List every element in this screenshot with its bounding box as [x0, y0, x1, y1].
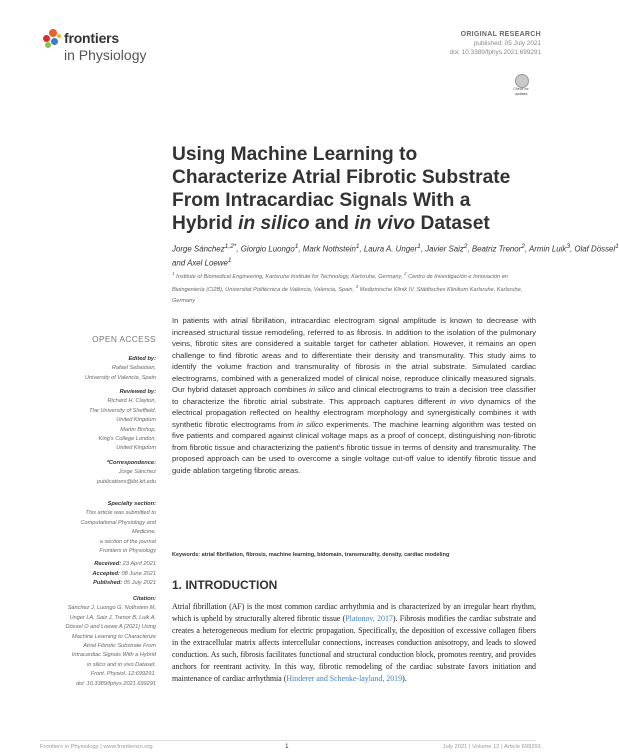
citation-line: Machine Learning to Characterize: [72, 633, 156, 640]
doi-link[interactable]: doi: 10.3389/fphys.2021.699291: [449, 49, 541, 56]
author-separator: ,: [420, 244, 426, 254]
dates-block: [40, 560, 156, 589]
affiliations: $^1$ Institute of Biomedical Engineering, Karlsruhe Institute for Technology, Karlsruhe, Germany, $^2$ Centro de Investigación e Innovación en Bioingeniería (Ci2B), Universitat Politècnica de València, Valencia, Spain, $^3$ Medizinische Klinik IV, Städtisches Klinikum Karlsruhe, Karlsruhe, Germany: [172, 271, 523, 304]
author-affiliation-marker: 1,2*: [224, 243, 237, 250]
author-name[interactable]: Beatriz Trenor: [471, 244, 522, 254]
author-affiliation-marker: 1: [417, 243, 421, 250]
introduction-paragraph: Atrial fibrillation (AF) is the most common cardiac arrhythmia and is characterized by an irregular heart rhythm, which is upheld by structurally altered fibrotic tissue (Platonov, 2017). Fibrosis modifies the cardiac substrate and creates a heterogeneous medium for electric propagation. Specifically, the deposition of excessive collagen fibers in the extracellular matrix affects intercellular connections, increases conduction anisotropy, and leads to slowed conduction. As such, fibrosis facilitates functional and structural conduction block, promotes reentry, and provides anchors for reentrant activity. In this way, fibrotic remodeling of the cardiac substrate favors initiation and maintenance of cardiac arrhythmia (Hinderer and Schenke-layland, 2019).: [172, 602, 536, 683]
reviewers-block: [40, 388, 156, 454]
citation-line: in silico and in vivo Dataset.: [86, 661, 156, 668]
author-affiliation-marker: 2: [521, 243, 525, 250]
author-affiliation-marker: 2: [463, 243, 468, 250]
open-access-label: OPEN ACCESS: [92, 334, 156, 344]
author-affiliation-marker: 1: [227, 257, 232, 265]
author-name[interactable]: Laura A. Unger: [363, 244, 418, 254]
author-separator: ,: [236, 244, 241, 254]
correspondence-label: *Correspondence:: [106, 460, 156, 466]
correspondence-block: [40, 459, 156, 487]
footer-journal-link[interactable]: Frontiers in Physiology | www.frontiersin.org: [40, 744, 153, 750]
citation-line: Dössel O and Loewe A (2021) Using: [65, 624, 156, 631]
citation-link[interactable]: Platonov, 2017: [345, 614, 393, 623]
author-separator: ,: [524, 244, 530, 254]
editor-name: Rafael Sebastian,: [111, 365, 156, 372]
specialty-line: This article was submitted to: [85, 510, 156, 517]
author-name[interactable]: Axel Loewe: [187, 258, 228, 268]
author-name[interactable]: Jorge Sánchez: [172, 244, 225, 254]
page-number: 1: [285, 743, 289, 750]
citation-line: Sánchez J, Luongo G, Nothstein M,: [67, 605, 156, 612]
correspondence-email[interactable]: publications@ibt.kit.edu: [96, 478, 156, 485]
specialty-label: Specialty section:: [107, 501, 156, 507]
article-title: [172, 143, 552, 235]
crossmark-icon: [515, 74, 529, 88]
author-separator: ,: [569, 244, 575, 254]
footer-divider: [40, 740, 536, 741]
specialty-line: Medicine,: [132, 529, 156, 536]
editor-block: [40, 355, 156, 383]
specialty-line: Computational Physiology and: [80, 519, 156, 526]
journal-logo[interactable]: [42, 27, 172, 69]
abstract: In patients with atrial fibrillation, intracardiac electrogram signal amplitude is known to decrease with increased structural tissue remodeling, referred to as fibrosis. In addition to the isolation of the pulmonary veins, fibrotic sites are considered a suitable target for catheter ablation. However, it remains an open challenge to find fibrotic areas and to differentiate their density and transmurality. This study aims to identify the volume fraction and transmurality of fibrosis in the atrial substrate. Simulated cardiac electrograms, combined with a generalized model of clinical noise, reproduce clinically measured signals. Our hybrid dataset approach combines in silico and clinical electrograms to train a decision tree classifier to characterize the fibrotic atrial substrate. This approach captures different in vivo dynamics of the electrical propagation reflected on healthy electrogram morphology and synergistically combines it with synthetic fibrotic electrograms from in silico experiments. The machine learning algorithm was tested on five patients and compared against clinical voltage maps as a proof of concept, distinguishing non-fibrotic from fibrotic tissue and characterizing the patient's fibrotic tissue in terms of density and transmurality. The proposed approach can be used to overcome a single voltage cut-off value to identify fibrotic tissue and guide ablation targeting fibrotic areas.: [172, 316, 536, 475]
author-affiliation-marker: 1: [615, 243, 619, 250]
citation-label: Citation:: [132, 596, 156, 602]
author-list: [172, 241, 619, 269]
citation-link[interactable]: Hinderer and Schenke-layland, 2019: [286, 674, 403, 683]
title-line: Characterize Atrial Fibrotic Substrate: [172, 167, 511, 188]
edited-by-label: Edited by:: [128, 356, 156, 362]
keywords: Keywords: atrial fibrillation, fibrosis, machine learning, bidomain, transmurality, density, cardiac modeling: [172, 552, 450, 558]
author-name[interactable]: Giorgio Luongo: [240, 244, 295, 254]
reviewer-line: United Kingdom: [116, 417, 156, 424]
title-line: From Intracardiac Signals With a: [172, 190, 471, 211]
reviewer-line: King's College London,: [98, 436, 156, 443]
specialty-block: [40, 500, 156, 556]
author-separator: ,: [359, 244, 364, 254]
author-name[interactable]: Mark Nothstein: [302, 244, 356, 254]
author-name[interactable]: Olaf Dössel: [574, 244, 616, 254]
title-line: Hybrid in silico and in vivo Dataset: [172, 213, 490, 234]
author-name[interactable]: Armin Luik: [529, 244, 567, 254]
author-affiliation-marker: 1: [294, 243, 299, 250]
check-for-updates-badge[interactable]: [508, 72, 534, 100]
frontiers-logo-icon: [42, 29, 62, 49]
citation-line[interactable]: doi: 10.3389/fphys.2021.699291: [76, 680, 156, 687]
footer-volume-info: July 2021 | Volume 12 | Article 699291: [442, 744, 541, 750]
article-meta: [450, 30, 541, 57]
section-heading: 1. INTRODUCTION: [172, 578, 278, 592]
badge-label: Check for updates: [513, 87, 529, 96]
specialty-line: Frontiers in Physiology: [99, 548, 156, 555]
published-row: Published: 05 July 2021: [93, 580, 156, 586]
article-type: ORIGINAL RESEARCH: [460, 31, 541, 38]
received-row: Received: 23 April 2021: [94, 561, 156, 567]
reviewer-line: United Kingdom: [116, 445, 156, 452]
published-date: published: 05 July 2021: [473, 40, 541, 47]
correspondence-name: Jorge Sánchez: [118, 469, 156, 476]
author-separator: ,: [298, 244, 303, 254]
reviewed-by-label: Reviewed by:: [119, 389, 156, 395]
title-line: Using Machine Learning to: [172, 144, 418, 165]
reviewer-line: The University of Sheffield,: [89, 407, 156, 414]
reviewer-line: Martin Bishop,: [120, 426, 156, 433]
journal-name: in Physiology: [64, 47, 147, 63]
author-separator: ,: [467, 244, 472, 254]
reviewer-line: Richard H. Clayton,: [107, 398, 156, 405]
citation-line: Front. Physiol. 12:699291.: [90, 671, 156, 678]
citation-block: [40, 595, 156, 689]
author-separator: and: [172, 258, 188, 268]
accepted-row: Accepted: 08 June 2021: [92, 570, 156, 577]
specialty-line: a section of the journal: [99, 538, 156, 545]
author-affiliation-marker: 1: [355, 243, 360, 250]
editor-affiliation: University of Valencia, Spain: [85, 374, 156, 381]
citation-line: Intracardiac Signals With a Hybrid: [71, 652, 156, 659]
author-affiliation-marker: 3: [566, 243, 570, 250]
author-name[interactable]: Javier Saiz: [425, 244, 464, 254]
citation-line: Unger LA, Saiz J, Trenor B, Luik A,: [69, 614, 156, 621]
brand-name: frontiers: [64, 30, 119, 46]
citation-line: Atrial Fibrotic Substrate From: [83, 643, 156, 650]
